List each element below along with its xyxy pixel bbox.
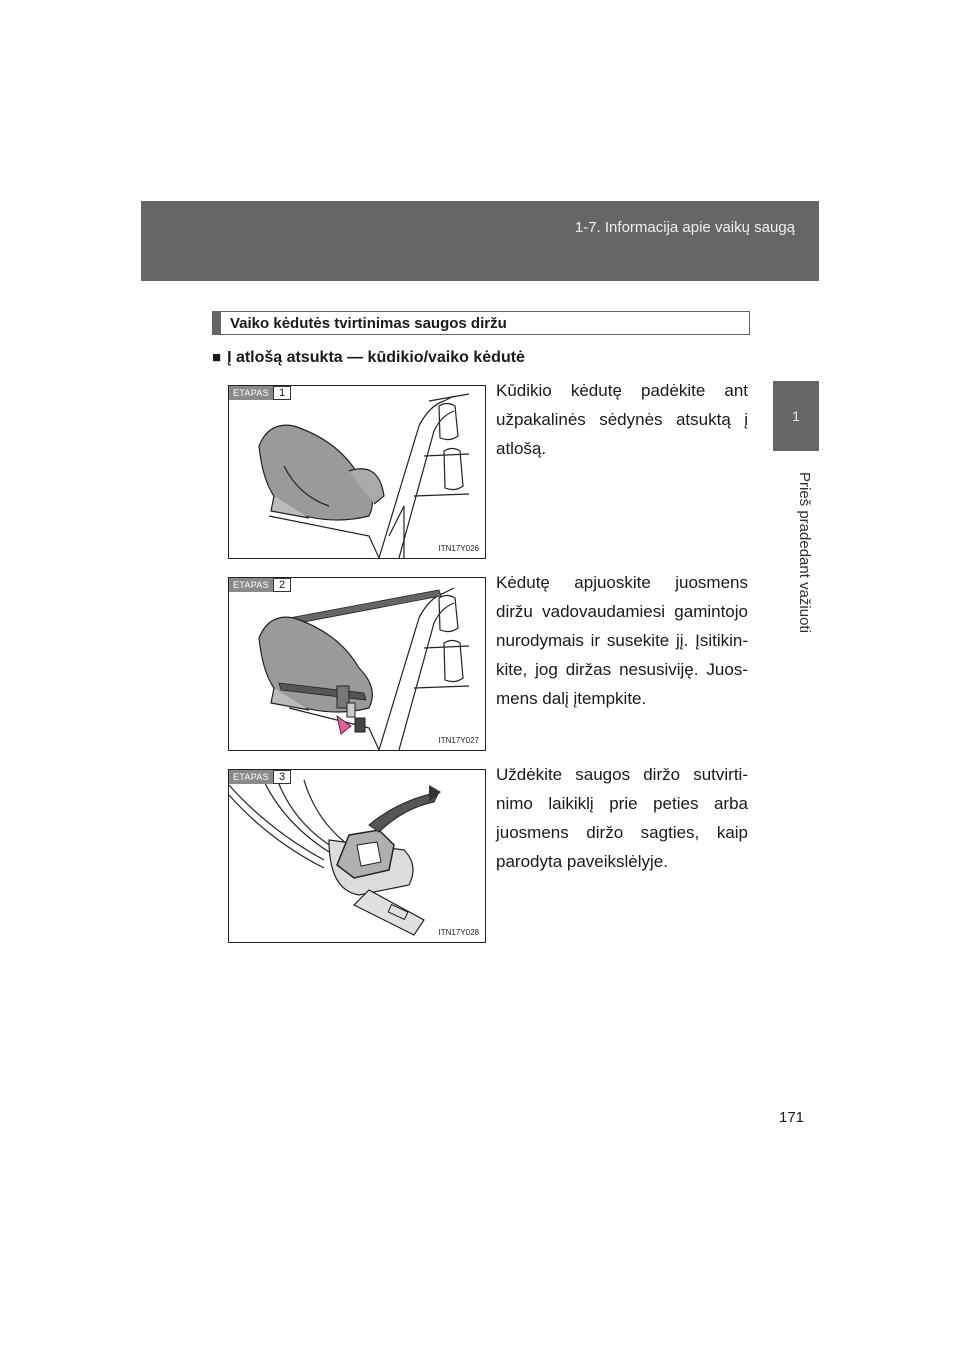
step-3-figure bbox=[228, 769, 486, 943]
step-1-number: 1 bbox=[273, 386, 291, 400]
section-heading bbox=[212, 311, 750, 335]
chapter-title: Prieš pradedant važiuoti bbox=[796, 472, 813, 633]
subheading bbox=[212, 349, 525, 367]
belt-clip-illustration bbox=[229, 770, 485, 942]
step-1-text: Kūdikio kėdutę padėkite ant užpakalinės sėdynės atsuktą į atlošą. bbox=[496, 381, 748, 458]
step-1-figure bbox=[228, 385, 486, 559]
step-1-tag bbox=[229, 386, 291, 400]
step-2-figure bbox=[228, 577, 486, 751]
page-number: 171 bbox=[779, 1109, 805, 1126]
step-1-word: ETAPAS bbox=[229, 386, 273, 400]
step-2-tag bbox=[229, 578, 291, 592]
section-label: 1-7. Informacija apie vaikų saugą bbox=[574, 219, 795, 236]
step-3-word: ETAPAS bbox=[229, 770, 273, 784]
chapter-number: 1 bbox=[792, 408, 800, 424]
step-2-number: 2 bbox=[273, 578, 291, 592]
step-3-figure-code: ITN17Y028 bbox=[438, 928, 479, 937]
child-seat-illustration-1 bbox=[229, 386, 485, 558]
step-2-text: Kėdutę apjuoskite juosmens diržu vadovaudamiesi gamintojo nurodymais ir susekite jį. Įsitikin-kite, jog diržas nesusiviję. Juos-mens dalį įtempkite. bbox=[496, 573, 748, 708]
step-3-tag bbox=[229, 770, 291, 784]
step-3-text: Uždėkite saugos diržo sutvirti-nimo laikiklį prie peties arba juosmens diržo sagties, kaip parodyta paveikslėlyje. bbox=[496, 765, 748, 871]
chapter-tab[interactable] bbox=[773, 381, 819, 451]
square-bullet-icon: ■ bbox=[212, 349, 222, 366]
step-2-word: ETAPAS bbox=[229, 578, 273, 592]
step-1-figure-code: ITN17Y026 bbox=[438, 544, 479, 553]
heading-text: Vaiko kėdutės tvirtinimas saugos diržu bbox=[230, 314, 507, 332]
subheading-text: Į atlošą atsukta — kūdikio/vaiko kėdutė bbox=[227, 349, 525, 366]
child-seat-illustration-2 bbox=[229, 578, 485, 750]
step-3-number: 3 bbox=[273, 770, 291, 784]
header-band bbox=[141, 201, 819, 281]
heading-bar bbox=[213, 312, 221, 334]
step-2-figure-code: ITN17Y027 bbox=[438, 736, 479, 745]
